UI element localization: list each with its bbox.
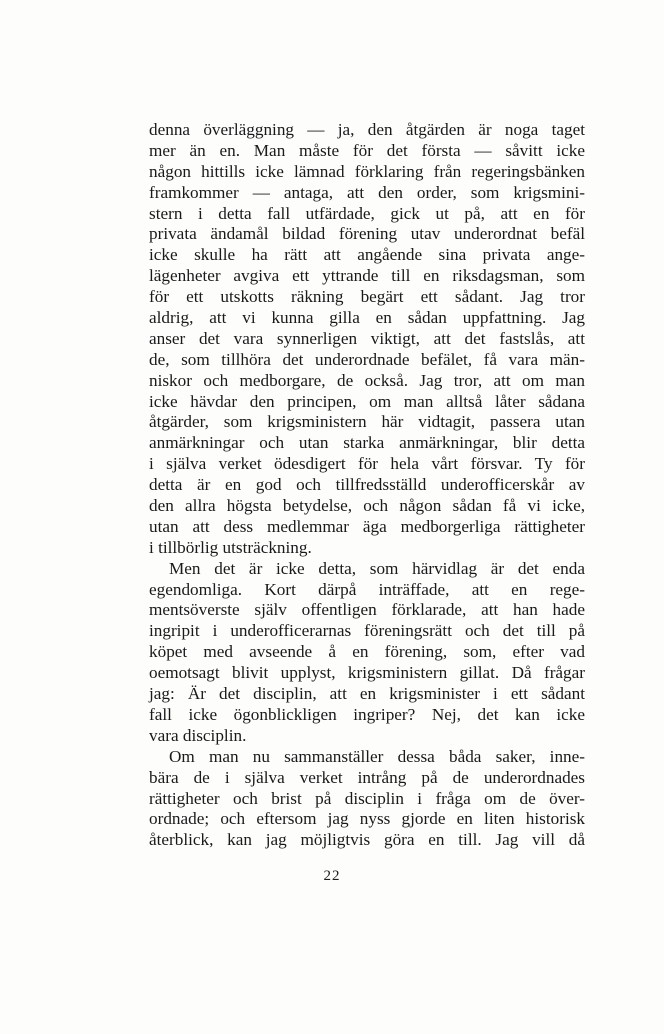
text-line: ordnade; och eftersom jag nyss gjorde en liten historisk bbox=[149, 809, 585, 829]
text-line: bära de i själva verket intrång på de underordnades bbox=[149, 767, 585, 787]
text-line: framkommer — antaga, att den order, som krigsmini- bbox=[149, 182, 585, 202]
text-line: lägenheter avgiva ett yttrande till en riksdagsman, som bbox=[149, 266, 585, 286]
text-line: detta är en god och tillfredsställd underofficerskår av bbox=[149, 475, 585, 495]
text-line: jag: Är det disciplin, att en krigsminister i ett sådant bbox=[149, 684, 585, 704]
text-line: icke hävdar den principen, om man alltså låter sådana bbox=[149, 391, 585, 411]
text-line: för ett utskotts räkning begärt ett sådant. Jag tror bbox=[149, 287, 585, 307]
body-text bbox=[149, 120, 585, 851]
text-line: icke skulle ha rätt att angående sina privata ange- bbox=[149, 245, 585, 265]
text-line: egendomliga. Kort därpå inträffade, att en rege- bbox=[149, 579, 585, 599]
text-line: vara disciplin. bbox=[149, 725, 247, 745]
text-line: den allra högsta betydelse, och någon sådan få vi icke, bbox=[149, 496, 585, 516]
page-number: 22 bbox=[323, 868, 341, 884]
text-line: rättigheter och brist på disciplin i fråga om de över- bbox=[149, 788, 585, 808]
text-line: de, som tillhöra det underordnade befälet, få vara män- bbox=[149, 349, 585, 369]
text-line: ingripit i underofficerarnas föreningsrätt och det till på bbox=[149, 621, 585, 641]
text-line: åtgärder, som krigsministern här vidtagit, passera utan bbox=[149, 412, 585, 432]
text-line: Men det är icke detta, som härvidlag är det enda bbox=[169, 558, 585, 578]
text-line: återblick, kan jag möjligtvis göra en till. Jag vill då bbox=[149, 830, 585, 850]
text-line: anmärkningar och utan starka anmärkningar, blir detta bbox=[149, 433, 585, 453]
text-line: fall icke ögonblickligen ingriper? Nej, det kan icke bbox=[149, 704, 585, 724]
text-line: niskor och medborgare, de också. Jag tror, att om man bbox=[149, 370, 585, 390]
text-line: Om man nu sammanställer dessa båda saker, inne- bbox=[169, 746, 585, 766]
text-line: privata ändamål bildad förening utav underordnat befäl bbox=[149, 224, 585, 244]
text-line: någon hittills icke lämnad förklaring från regeringsbänken bbox=[149, 161, 585, 181]
text-line: stern i detta fall utfärdade, gick ut på, att en för bbox=[149, 203, 585, 223]
text-line: aldrig, att vi kunna gilla en sådan uppfattning. Jag bbox=[149, 308, 585, 328]
text-line: anser det vara synnerligen viktigt, att det fastslås, att bbox=[149, 328, 585, 348]
text-line: i tillbörlig utsträckning. bbox=[149, 537, 312, 557]
text-line: i själva verket ödesdigert för hela vårt försvar. Ty för bbox=[149, 454, 585, 474]
text-line: köpet med avseende å en förening, som, efter vad bbox=[149, 642, 585, 662]
text-line: utan att dess medlemmar äga medborgerliga rättigheter bbox=[149, 516, 585, 536]
text-line: mentsöverste själv offentligen förklarade, att han hade bbox=[149, 600, 585, 620]
text-line: oemotsagt blivit upplyst, krigsministern gillat. Då frågar bbox=[149, 663, 585, 683]
text-line: denna överläggning — ja, den åtgärden är noga taget bbox=[149, 120, 585, 139]
text-line: mer än en. Man måste för det första — såvitt icke bbox=[149, 140, 585, 160]
